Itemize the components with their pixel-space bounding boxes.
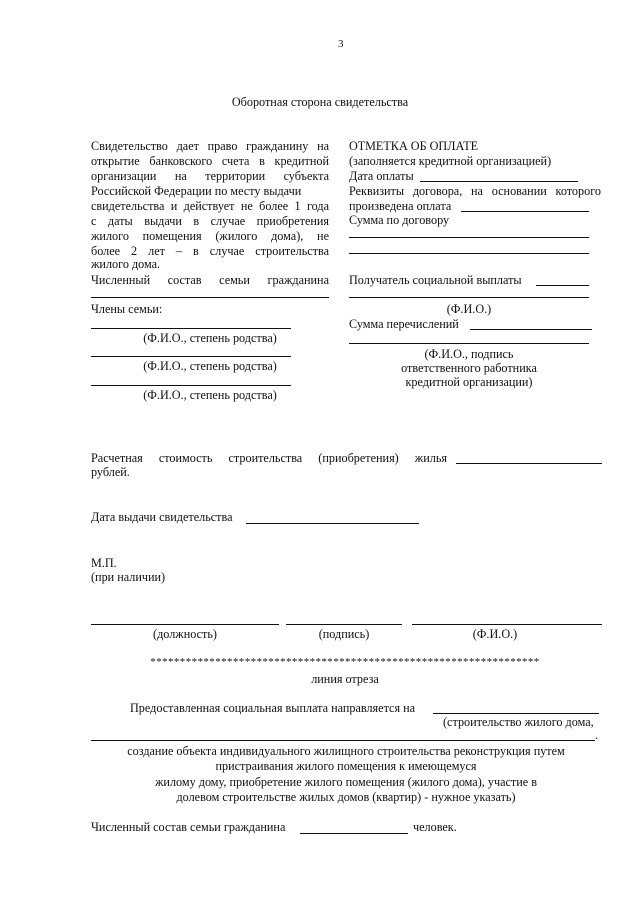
family-count-footer-label: Численный состав семьи гражданина xyxy=(91,820,286,834)
contract-sum-field-2[interactable] xyxy=(349,253,589,254)
page-number: 3 xyxy=(338,38,344,50)
contract-details-label: Реквизиты договора, на основании которого xyxy=(349,184,601,198)
transfer-sum-field[interactable] xyxy=(470,329,592,330)
position-field[interactable] xyxy=(91,624,279,625)
signature-field[interactable] xyxy=(286,624,402,625)
member-field[interactable] xyxy=(91,385,291,386)
member-field[interactable] xyxy=(91,328,291,329)
issue-date-field[interactable] xyxy=(246,523,419,524)
estimated-cost-unit: рублей. xyxy=(91,465,130,479)
transfer-sum-label: Сумма перечислений xyxy=(349,317,459,331)
rights-line: с даты выдачи в случае приобретения xyxy=(91,214,329,228)
rights-line: Российской Федерации по месту выдачи xyxy=(91,184,302,198)
estimated-cost-label: Расчетная стоимость строительства (приобретения) жилья xyxy=(91,451,447,465)
rights-line: Свидетельство дает право гражданину на xyxy=(91,139,329,153)
estimated-cost-field[interactable] xyxy=(456,463,602,464)
family-count-field[interactable] xyxy=(91,297,329,298)
payment-heading: ОТМЕТКА ОБ ОПЛАТЕ xyxy=(349,139,479,153)
payment-direction-field[interactable] xyxy=(433,713,599,714)
stamp-label: М.П. xyxy=(91,556,117,570)
cut-line-label: линия отреза xyxy=(311,672,379,686)
rights-line: более 2 лет – в случае строительства xyxy=(91,244,329,258)
payment-subheading: (заполняется кредитной организацией) xyxy=(349,154,552,168)
family-count-footer-field[interactable] xyxy=(300,833,408,834)
rights-line: жилого дома. xyxy=(91,257,161,271)
recipient-field-2[interactable] xyxy=(349,297,589,298)
direction-options-line: долевом строительстве жилых домов (квартир) - нужное указать) xyxy=(176,790,516,804)
name-field[interactable] xyxy=(412,624,602,625)
member-caption: (Ф.И.О., степень родства) xyxy=(143,331,277,345)
family-count-unit: человек. xyxy=(413,820,457,834)
rights-line: свидетельства и действует не более 1 года xyxy=(91,199,329,213)
direction-options-line: создание объекта индивидуального жилищного строительства реконструкция путем xyxy=(127,744,565,758)
recipient-field[interactable] xyxy=(536,285,589,286)
stamp-note: (при наличии) xyxy=(91,570,166,584)
signature-caption: (подпись) xyxy=(318,627,370,641)
members-label: Члены семьи: xyxy=(91,302,163,316)
payment-direction-field-2[interactable] xyxy=(91,740,595,741)
contract-details-label-cont: произведена оплата xyxy=(349,199,452,213)
direction-options-line: (строительство жилого дома, xyxy=(443,715,594,729)
member-caption: (Ф.И.О., степень родства) xyxy=(143,388,277,402)
officer-caption: ответственного работника xyxy=(401,361,537,375)
direction-options-line: пристраивания жилого помещения к имеющемуся xyxy=(215,759,477,773)
issue-date-label: Дата выдачи свидетельства xyxy=(91,510,233,524)
recipient-label: Получатель социальной выплаты xyxy=(349,273,522,287)
recipient-fio-caption: (Ф.И.О.) xyxy=(446,302,492,316)
payment-date-field[interactable] xyxy=(420,181,578,182)
contract-sum-label: Сумма по договору xyxy=(349,213,450,227)
cut-line-stars: ****************************************************************** xyxy=(150,656,540,668)
page-title: Оборотная сторона свидетельства xyxy=(231,95,409,109)
position-caption: (должность) xyxy=(153,627,217,641)
rights-line: открытие банковского счета в кредитной xyxy=(91,154,329,168)
officer-caption: кредитной организации) xyxy=(405,375,533,389)
direction-options-end: . xyxy=(595,728,599,742)
officer-field[interactable] xyxy=(349,343,589,344)
name-caption: (Ф.И.О.) xyxy=(472,627,518,641)
payment-date-label: Дата оплаты xyxy=(349,169,414,183)
officer-caption: (Ф.И.О., подпись xyxy=(424,347,514,361)
family-count-label: Численный состав семьи гражданина xyxy=(91,273,329,287)
member-caption: (Ф.И.О., степень родства) xyxy=(143,359,277,373)
payment-direction-label: Предоставленная социальная выплата направляется на xyxy=(130,701,416,715)
rights-line: организации на территории субъекта xyxy=(91,169,329,183)
contract-sum-field[interactable] xyxy=(349,237,589,238)
member-field[interactable] xyxy=(91,356,291,357)
contract-details-field[interactable] xyxy=(461,211,589,212)
rights-line: жилого помещения (жилого дома), не xyxy=(91,229,329,243)
direction-options-line: жилому дому, приобретение жилого помещения (жилого дома), участие в xyxy=(155,775,537,789)
